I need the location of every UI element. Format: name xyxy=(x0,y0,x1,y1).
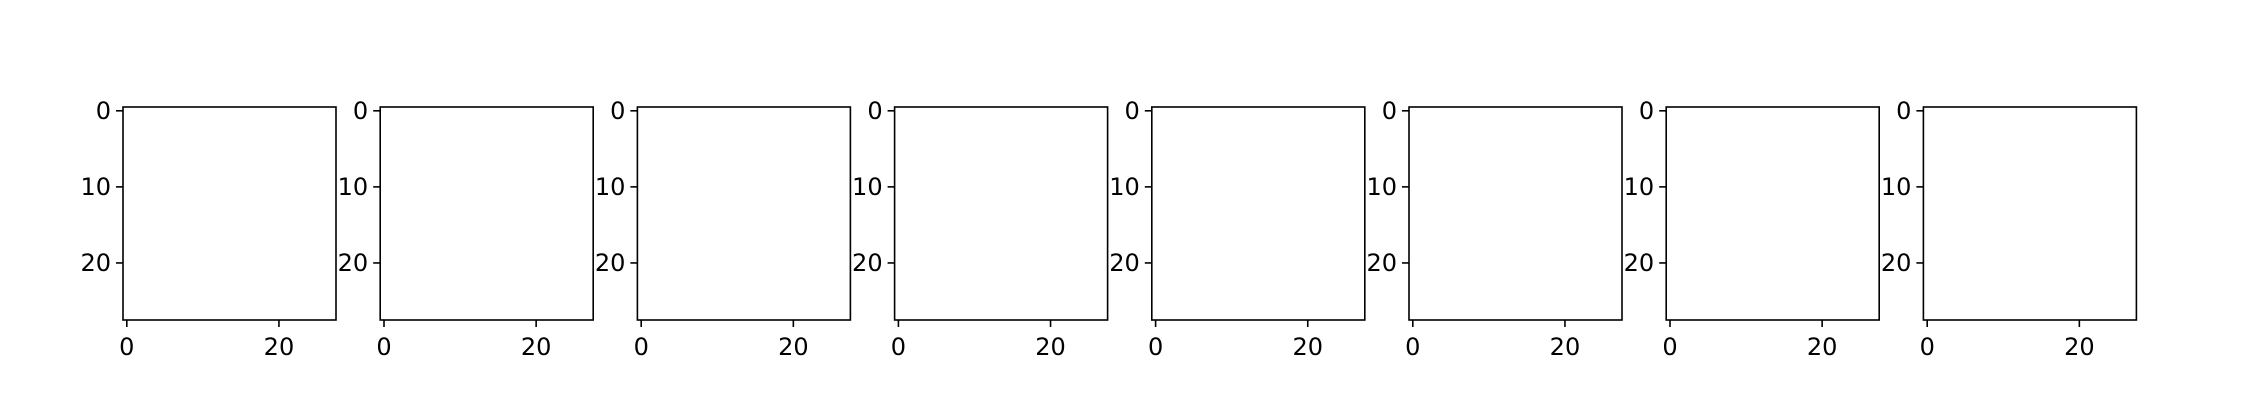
x-tick-label: 0 xyxy=(1405,333,1421,361)
digit-panel-5 xyxy=(1109,97,1365,361)
x-tick-label: 20 xyxy=(520,333,552,361)
digit-panel-6 xyxy=(1366,97,1622,361)
digit-panel-2 xyxy=(338,97,594,361)
digit-panel-1 xyxy=(80,97,336,361)
digit-panel-7 xyxy=(1624,97,1880,361)
x-tick-label: 20 xyxy=(1549,333,1581,361)
digit-panel-4 xyxy=(852,97,1108,361)
image-background xyxy=(1409,107,1622,320)
y-tick-label: 10 xyxy=(337,172,369,201)
y-tick-label: 20 xyxy=(594,248,626,277)
x-tick-label: 20 xyxy=(1292,333,1324,361)
y-tick-label: 20 xyxy=(1109,248,1140,277)
y-tick-label: 20 xyxy=(852,248,883,277)
x-tick-label: 0 xyxy=(376,333,392,361)
x-tick-label: 0 xyxy=(1147,333,1164,361)
x-tick-label: 0 xyxy=(633,333,649,361)
y-tick-label: 0 xyxy=(1896,96,1912,125)
y-tick-label: 20 xyxy=(1880,248,1912,277)
y-tick-label: 0 xyxy=(352,96,369,125)
y-tick-label: 10 xyxy=(1366,172,1397,201)
image-background xyxy=(895,107,1108,320)
x-tick-label: 0 xyxy=(890,333,907,361)
image-background xyxy=(123,107,336,320)
y-tick-label: 10 xyxy=(852,172,883,201)
x-tick-label: 20 xyxy=(1035,333,1066,361)
y-tick-label: 0 xyxy=(610,96,626,125)
y-tick-label: 20 xyxy=(1366,248,1397,277)
x-tick-label: 20 xyxy=(263,333,295,361)
image-background xyxy=(380,107,593,320)
image-background xyxy=(1666,107,1879,320)
y-tick-label: 0 xyxy=(1381,96,1397,125)
y-tick-label: 0 xyxy=(1638,96,1655,125)
x-tick-label: 20 xyxy=(1806,333,1838,361)
y-tick-label: 0 xyxy=(867,96,883,125)
y-tick-label: 10 xyxy=(1109,172,1140,201)
x-tick-label: 0 xyxy=(1662,333,1678,361)
y-tick-label: 10 xyxy=(80,172,111,201)
y-tick-label: 10 xyxy=(1880,172,1912,201)
y-tick-label: 20 xyxy=(80,248,111,277)
y-tick-label: 20 xyxy=(337,248,369,277)
y-tick-label: 0 xyxy=(95,96,111,125)
x-tick-label: 0 xyxy=(1919,333,1935,361)
image-background xyxy=(1923,107,2136,320)
digit-panel-8 xyxy=(1881,97,2137,361)
x-tick-label: 20 xyxy=(2064,333,2095,361)
y-tick-label: 10 xyxy=(1623,172,1655,201)
x-tick-label: 0 xyxy=(119,333,135,361)
y-tick-label: 0 xyxy=(1124,96,1140,125)
y-tick-label: 20 xyxy=(1623,248,1655,277)
x-tick-label: 20 xyxy=(778,333,809,361)
image-background xyxy=(1152,107,1365,320)
y-tick-label: 10 xyxy=(594,172,626,201)
image-background xyxy=(637,107,850,320)
digit-panel-3 xyxy=(595,97,851,361)
